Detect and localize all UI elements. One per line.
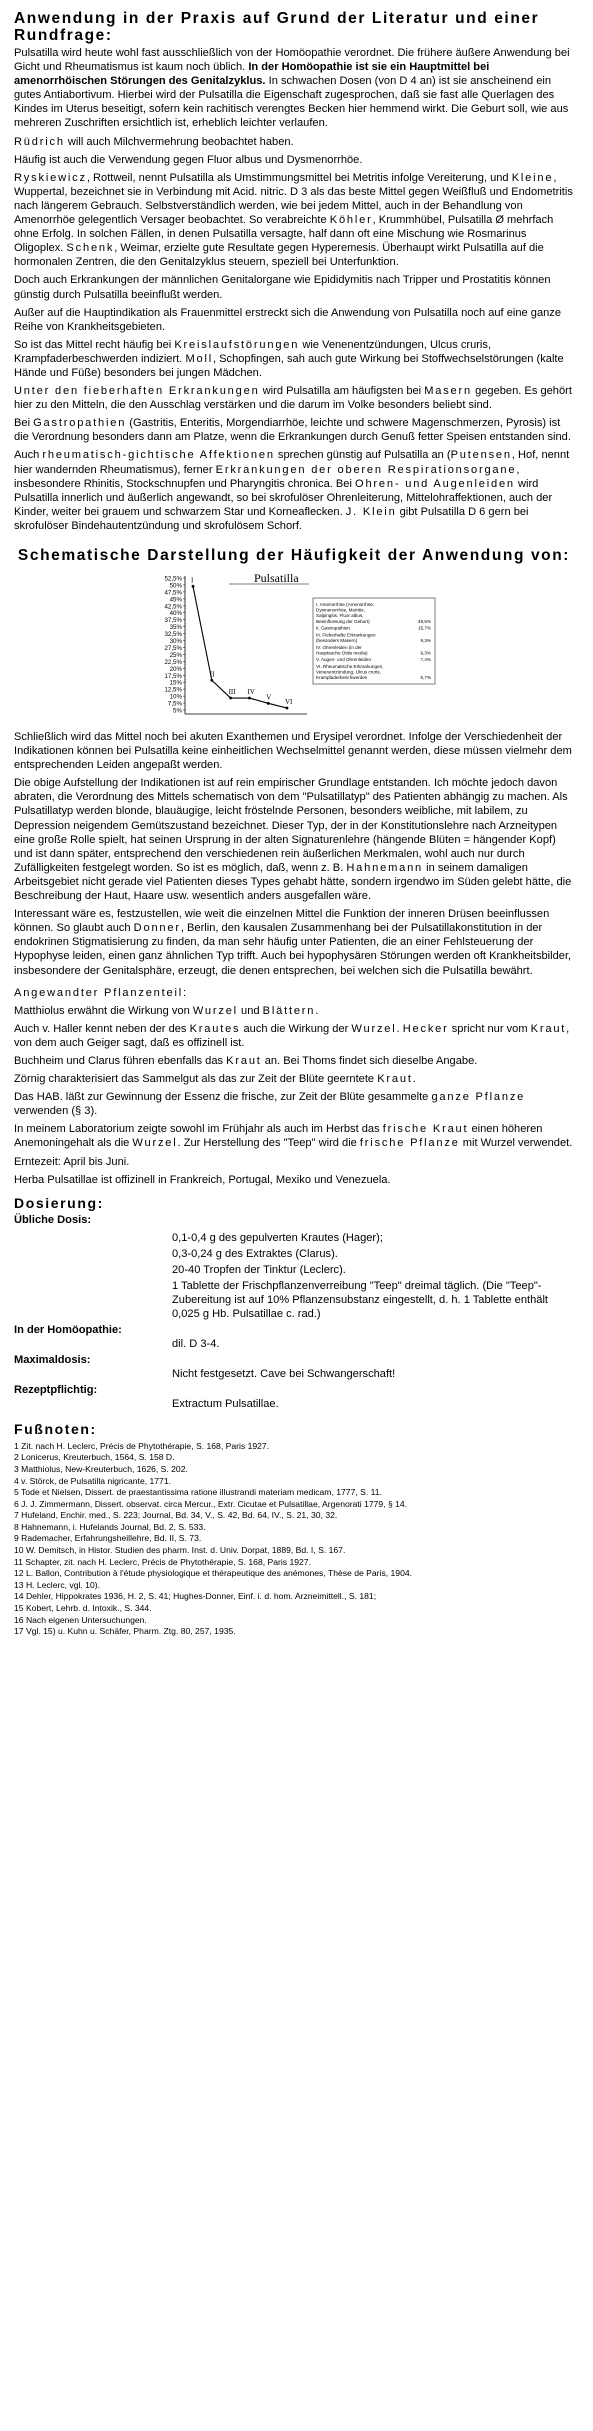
text: , Hof, nennt hier wandernden Rheumatismus), ferner [14, 449, 570, 476]
author-name: Kleine [511, 171, 554, 184]
paragraph [14, 1004, 574, 1018]
text: , Wuppertal, bezeichnet sie in Verbindung mit Acid. nitric. D 3 als das beste Mittel gegen Weißfluß und Endometritis nach längerem Gebrauch. Selbstverständlich werden, wie bei jedem Mittel, auch in der Behandlung von Amenorrhöe gelegentlich Versager beobachtet. So verabreichte [14, 171, 573, 227]
author-name: Ryskiewicz [14, 171, 87, 184]
text: , Schopfingen, sah auch gute Wirkung bei Stoffwechselstörungen (kalte Hände und Füße) besonders bei jungen Mädchen. [14, 352, 564, 379]
paragraph [14, 338, 574, 380]
y-tick-label: 7,5% [167, 700, 182, 708]
footnote: 1 Zit. nach H. Leclerc, Précis de Phytothérapie, S. 168, Paris 1927. [14, 1440, 270, 1451]
spaced-term: Erkrankungen der oberen Respirationsorgane [215, 463, 517, 476]
spaced-term: frische Pflanze [359, 1137, 460, 1150]
footnote: 6 J. J. Zimmermann, Dissert. observat. circa Mercur., Extr. Cicutae et Pulsatillae, Argenorati 1779, § 14. [14, 1498, 408, 1509]
y-tick-label: 22,5% [164, 658, 182, 666]
y-tick-label: 27,5% [164, 644, 182, 652]
section-title-fussnoten: Fußnoten: [14, 1420, 97, 1437]
text: verwenden (§ 3). [14, 1105, 98, 1118]
text: sprechen günstig auf Pulsatilla an ( [274, 449, 451, 462]
footnote: 2 Lonicerus, Kreuterbuch, 1564, S. 158 D. [14, 1452, 175, 1463]
author-name: Rüdrich [14, 135, 65, 148]
dosage-value: Extractum Pulsatillae. [172, 1397, 279, 1410]
text: In schwachen Dosen (von D 4 an) ist sie anscheinend ein gutes Antiabortivum. Hierbei wird der Pulsatilla die Eigenschaft zugesprochen, daß sie fast alle Querlagen des Kindes im Uterus beseitigt, sofern kein rachitisch verengtes Becken hier hemmend wirkt. Die Geburt soll, wie aus mehreren Zuschriften ersichtlich ist, erheblich leichter verlaufen. [14, 75, 569, 130]
dosage-label: Rezeptpflichtig: [14, 1383, 98, 1396]
y-tick-label: 5% [173, 707, 182, 715]
spaced-term: Wurzel [192, 1004, 238, 1017]
dosage-label: Maximaldosis: [14, 1353, 91, 1366]
text: Buchheim und Clarus führen ebenfalls das [14, 1054, 227, 1067]
category-label: V [266, 693, 272, 702]
dosage-value: dil. D 3-4. [172, 1337, 220, 1350]
footnote: 5 Tode et Nielsen, Dissert. de praestantissima ratione illustrandi materiam medicam, 1777, S. 11. [14, 1487, 382, 1498]
category-label: IV [247, 688, 255, 697]
legend-entry: III. Fieberhafte Erkrankungen [316, 632, 376, 638]
section-title-dosierung: Dosierung: [14, 1194, 104, 1211]
chart-title: Pulsatilla [254, 571, 299, 585]
footnote: 13 H. Leclerc, vgl. 10). [14, 1579, 100, 1590]
y-tick-label: 32,5% [164, 631, 182, 639]
text: . [396, 1022, 403, 1035]
paragraph [14, 448, 574, 533]
bold-text: In der Homöopathie ist sie ein Hauptmittel bei amenorrhöischen Störungen des Genitalzyklus. [14, 61, 490, 88]
spaced-term: Krautes [189, 1022, 241, 1035]
legend-value: 9,3% [420, 650, 431, 656]
legend-entry: Hauptsache Otitis media) [316, 650, 368, 656]
text: . Zur Herstellung des "Teep" wird die [177, 1137, 360, 1150]
y-tick-label: 50% [169, 582, 182, 590]
spaced-term: Kraut [226, 1054, 262, 1067]
paragraph: Erntezeit: April bis Juni. [14, 1155, 130, 1168]
y-tick-label: 52,5% [164, 575, 182, 583]
dosage-line: 0,1-0,4 g des gepulverten Krautes (Hager); [172, 1231, 383, 1244]
y-tick-label: 42,5% [164, 603, 182, 611]
y-tick-label: 35% [169, 624, 182, 632]
dosage-line: 0,3-0,24 g des Extraktes (Clarus). [172, 1247, 338, 1260]
text: mit Wurzel verwendet. [459, 1137, 573, 1150]
spaced-term: Blättern [262, 1004, 316, 1017]
legend-value: 7,4% [420, 657, 431, 663]
legend-value: 5,7% [420, 675, 431, 681]
legend-entry: II. Gastropathien [316, 625, 350, 631]
text: gibt Pulsatilla D 6 gern bei skrofulöser Bindehautentzündung und skrofulösem Schorf. [14, 505, 529, 532]
footnote: 14 Dehler, Hippokrates 1936, H. 2, S. 41; Hughes-Donner, Einf. i. d. hom. Arzneimittell., S. 181; [14, 1591, 377, 1602]
text: wird Pulsatilla am häufigsten bei [259, 385, 425, 398]
data-point [229, 697, 232, 700]
text: . [412, 1073, 416, 1086]
legend-value: 49,5% [417, 618, 431, 624]
text: Bei [14, 417, 34, 430]
legend-entry: Salpingitis, Fluor albus, [316, 613, 364, 619]
paragraph: Außer auf die Hauptindikation als Frauenmittel erstreckt sich die Anwendung von Pulsatilla noch auf eine ganze Reihe von Krankheitsgebieten. [14, 306, 561, 333]
data-point [286, 707, 289, 710]
frequency-chart [149, 570, 439, 722]
legend-entry: Venenentzündung, Ulcus cruris, [316, 669, 381, 675]
paragraph [14, 907, 574, 977]
spaced-term: Ohren- und Augenleiden [355, 477, 515, 490]
text: , Rottweil, nennt Pulsatilla als Umstimmungsmittel bei Metritis infolge Vereiterung, und [86, 171, 512, 184]
text: (Gastritis, Enteritis, Morgendiarrhöe, leichte und schwere Magenschmerzen, Pyrosis) ist die Verordnung besonders dann am Platze, wenn die Erkrankungen durch Genuß fetter Speisen entstanden sind. [14, 417, 571, 444]
text: Matthiolus erwähnt die Wirkung von [14, 1004, 193, 1017]
data-point [248, 697, 251, 700]
legend-entry: I. Amenorrhöe (Amenorrhöe, [316, 602, 375, 607]
author-name: Hahnemann [346, 861, 424, 874]
paragraph [14, 1122, 574, 1150]
paragraph [14, 416, 574, 444]
text: , von dem auch Geiger sagt, daß es offizinell ist. [14, 1022, 570, 1049]
text: , insbesondere Rhinitis, Stockschnupfen und Pharyngitis chronica. Bei [14, 463, 520, 490]
spaced-term: Unter den fieberhaften Erkrankungen [14, 385, 260, 398]
y-tick-label: 15% [169, 679, 182, 687]
text: Zörnig charakterisiert das Sammelgut als das zur Zeit der Blüte geerntete [14, 1073, 378, 1086]
footnote: 4 v. Störck, de Pulsatilla nigricante, 1771. [14, 1475, 171, 1486]
text: Auch [14, 449, 43, 462]
author-name: Moll [185, 352, 213, 365]
spaced-term: Kreislaufstörungen [174, 338, 300, 351]
paragraph: Häufig ist auch die Verwendung gegen Fluor albus und Dysmenorrhöe. [14, 153, 363, 166]
paragraph [14, 1054, 574, 1068]
paragraph [14, 1072, 574, 1086]
text: spricht nur vom [448, 1022, 531, 1035]
text: Auch v. Haller kennt neben der des [14, 1022, 190, 1035]
paragraph: Schließlich wird das Mittel noch bei akuten Exanthemen und Erysipel verordnet. Infolge der Verschiedenheit der Indikationen können bei Pulsatilla keine einheitlichen Wechselmittel genannt werden, diese müssen vielmehr dem entsprechenden Leiden angepaßt werden. [14, 731, 572, 772]
legend-entry: (besonders Masern) [316, 638, 358, 643]
y-tick-label: 20% [169, 665, 182, 673]
y-tick-label: 12,5% [164, 686, 182, 694]
paragraph [14, 384, 574, 412]
legend-entry: VI. Rheumatische Erkrankungen, [316, 664, 384, 669]
author-name: Schenk [66, 242, 115, 255]
legend-entry: Dysmenorrhöe, Metritis, [316, 607, 365, 613]
section-label-pflanzenteil: Angewandter Pflanzenteil: [14, 986, 188, 999]
text: Interessant wäre es, festzustellen, wie weit die einzelnen Mittel die Funktion der inneren Drüsen beeinflussen können. So glaubt auch [14, 908, 550, 935]
text: In meinem Laboratorium zeigte sowohl im Frühjahr als auch im Herbst das [14, 1123, 383, 1136]
text: , Krummhübel, Pulsatilla Ø mehrfach ohne Erfolg. In solchen Fällen, in denen Pulsatilla versagte, half dann oft eine Mischung wie Rosmarinus Oligoplex. [14, 214, 554, 255]
legend-value: 15,7% [417, 625, 431, 631]
text: Das HAB. läßt zur Gewinnung der Essenz die frische, zur Zeit der Blüte gesammelte [14, 1091, 432, 1104]
dosage-label: In der Homöopathie: [14, 1323, 122, 1336]
data-point [210, 679, 213, 682]
footnote: 3 Matthiolus, New-Kreuterbuch, 1626, S. 202. [14, 1463, 188, 1474]
dosage-value: Nicht festgesetzt. Cave bei Schwangerschaft! [172, 1367, 396, 1380]
spaced-term: rheumatisch-gichtische Affektionen [42, 449, 275, 462]
spaced-term: Kraut [377, 1073, 413, 1086]
y-tick-label: 10% [169, 693, 182, 701]
text: in seinem damaligen Arbeitsgebiet nicht gerade viel Patienten dieses Types gehabt hätte, sondern irgendwo im Süden gelebt hätte, die Beschreibung der Haut, Haare usw. wesentlich anders ausgefallen wäre. [14, 861, 572, 903]
paragraph: Doch auch Erkrankungen der männlichen Genitalorgane wie Epididymitis nach Tripper und Prostatitis können günstig durch Pulsatilla beeinflußt werden. [14, 274, 551, 301]
category-label: III [228, 688, 236, 697]
section-title-schema: Schematische Darstellung der Häufigkeit der Anwendung von: [17, 547, 571, 564]
dosage-line: 20-40 Tropfen der Tinktur (Leclerc). [172, 1263, 346, 1276]
category-label: I [191, 576, 194, 585]
text: an. Bei Thoms findet sich dieselbe Angabe. [261, 1054, 478, 1067]
y-tick-label: 30% [169, 638, 182, 646]
spaced-term: Wurzel [351, 1022, 397, 1035]
y-tick-label: 37,5% [164, 617, 182, 625]
section-title-anwendung: Anwendung in der Praxis auf Grund der Literatur und einer Rundfrage: [14, 10, 540, 44]
author-name: J. Klein [345, 505, 397, 518]
text: . [315, 1004, 319, 1017]
author-name: Köhler [329, 214, 373, 227]
legend-entry: Beeinflussung der Geburt) [316, 618, 370, 624]
y-tick-label: 25% [169, 651, 182, 659]
footnote: 16 Nach eigenen Untersuchungen. [14, 1614, 147, 1625]
text: wie Venenentzündungen, Ulcus cruris, Krampfaderbeschwerden indiziert. [14, 338, 492, 365]
category-label: VI [285, 698, 293, 707]
y-tick-label: 47,5% [164, 589, 182, 597]
text: auch die Wirkung der [240, 1022, 352, 1035]
dosage-line: 1 Tablette der Frischpflanzenverreibung "Teep" dreimal täglich. (Die "Teep"-Zubereitung ist auf 10% Pflanzensubstanz eingestellt, d. h. 1 Tablette enthält 0,025 g Hb. Pulsatillae c. rad.) [172, 1279, 548, 1320]
text: wird Pulsatilla innerlich und äußerlich angewandt, so bei skrofulöser Ohrenleiterung, Mittelohraffektionen, auch der Kinder, weiter bei grauem und schwarzem Star und Korneaflecken. [14, 477, 553, 518]
data-point [192, 585, 195, 588]
footnote: 17 Vgl. 15) u. Kuhn u. Schäfer, Pharm. Ztg. 80, 257, 1935. [14, 1626, 236, 1637]
text: , Weimar, erzielte gute Resultate gegen Hyperemesis. Überhaupt wirkt Pulsatilla auf die hormonalen Zentren, die den Genitalzyklus steuern, speziell bei Unterfunktion. [14, 242, 544, 269]
footnote: 8 Hahnemann, i. Hufelands Journal, Bd. 2, S. 533. [14, 1521, 206, 1532]
y-tick-label: 17,5% [164, 672, 182, 680]
legend-entry: Krampfaderbeschwerden [316, 675, 368, 681]
footnote: 15 Kobert, Lehrb. d. Intoxik., S. 344. [14, 1603, 152, 1614]
paragraph [14, 135, 574, 149]
paragraph [14, 46, 574, 131]
y-tick-label: 40% [169, 610, 182, 618]
spaced-term: Wurzel [132, 1137, 178, 1150]
footnote: 11 Schapter, zit. nach H. Leclerc, Précis de Phytothérapie, S. 168, Paris 1927. [14, 1556, 311, 1567]
footnote: 12 L. Ballon, Contribution à l'étude physiologique et thérapeutique des anémones, Thèse de Paris, 1904. [14, 1568, 413, 1579]
series-line [193, 586, 287, 708]
spaced-term: Kraut [530, 1022, 567, 1035]
y-tick-label: 45% [169, 596, 182, 604]
author-name: Hecker [402, 1022, 449, 1035]
text: , Berlin, den kausalen Zusammenhang bei der Pulsatillakonstitution in der endokrinen Stigmatisierung zu finden, da man sehr häufig unter Patienten, die an einer Fehlsteuerung der Hypophyse leiden, einen ganz ähnlichen Typ trifft. Auch bei hypophysären Störungen werden oft Krankheitsbilder, insbesondere der Genitalsphäre, erzeugt, die denen entsprechen, bei welchen sich die Pulsatilla bewährt. [14, 922, 572, 977]
footnote: 7 Hufeland, Enchir. med., S. 223; Journal, Bd. 34, V., S. 42, Bd. 64, IV., S. 21, 30, 32. [14, 1510, 338, 1521]
category-label: II [209, 670, 215, 679]
paragraph [14, 171, 574, 270]
spaced-term: Gastropathien [33, 417, 127, 430]
legend-entry: IV. Ohrenleiden (in der [316, 644, 362, 650]
spaced-term: Masern [424, 385, 472, 398]
author-name: Putensen [450, 449, 512, 462]
text: will auch Milchvermehrung beobachtet haben. [64, 135, 294, 148]
legend-entry: V. Augen- und Ohrenleiden [316, 657, 371, 663]
text: Die obige Aufstellung der Indikationen ist auf rein empirischer Grundlage entstanden. Ich möchte jedoch davon abraten, die Verordnung des Mittels schematisch von dem "Pulsatillatyp" des Patienten abhängig zu machen. Als Pulsatillatyp werden blonde, blauäugige, leicht fröstelnde Personen, besonders weibliche, mit labilem, zu Depression neigendem Gemütszustand bezeichnet. Dieser Typ, der in der Konstitutionslehre nach Arzneitypen eine große Rolle spielt, hat seinen Ursprung in der alten Signaturenlehre (hängende Blüten = hängender Kopf) und ist dann später, entsprechend den verschiedenen rein äußerlichen Merkmalen, wohl auch nur durch Zufälligkeiten festgelegt worden. So ist es möglich, daß, wenn z. B. [14, 777, 568, 874]
spaced-term: frische Kraut [382, 1123, 469, 1136]
dosage-label: Übliche Dosis: [14, 1213, 92, 1226]
spaced-term: ganze Pflanze [431, 1091, 526, 1104]
text: Pulsatilla wird heute wohl fast ausschließlich von der Homöopathie verordnet. Die frühere äußere Anwendung bei Gicht und Rheumatismus ist kaum noch üblich. [14, 47, 570, 74]
paragraph [14, 1090, 574, 1118]
paragraph [14, 776, 574, 903]
text: einen höheren Anemoningehalt als die [14, 1123, 543, 1150]
footnote: 10 W. Demitsch, in Histor. Studien des pharm. Inst. d. Univ. Dorpat, 1889, Bd. I, S. 167. [14, 1545, 346, 1556]
text: und [237, 1004, 263, 1017]
text: So ist das Mittel recht häufig bei [14, 338, 175, 351]
data-point [267, 702, 270, 705]
text: gegeben. Es gehört hier zu den Mitteln, die den Ausschlag verstärken und die darum im Volke besonders beliebt sind. [14, 385, 572, 412]
paragraph [14, 1022, 574, 1050]
dosage-lines [14, 1231, 574, 1321]
paragraph: Herba Pulsatillae ist offizinell in Frankreich, Portugal, Mexiko und Venezuela. [14, 1173, 391, 1186]
footnote: 9 Rademacher, Erfahrungsheillehre, Bd. II, S. 73. [14, 1533, 202, 1544]
footnote-list [14, 1441, 574, 1638]
legend-value: 9,3% [420, 638, 431, 643]
document-page [14, 10, 574, 1638]
author-name: Donner [133, 922, 181, 935]
